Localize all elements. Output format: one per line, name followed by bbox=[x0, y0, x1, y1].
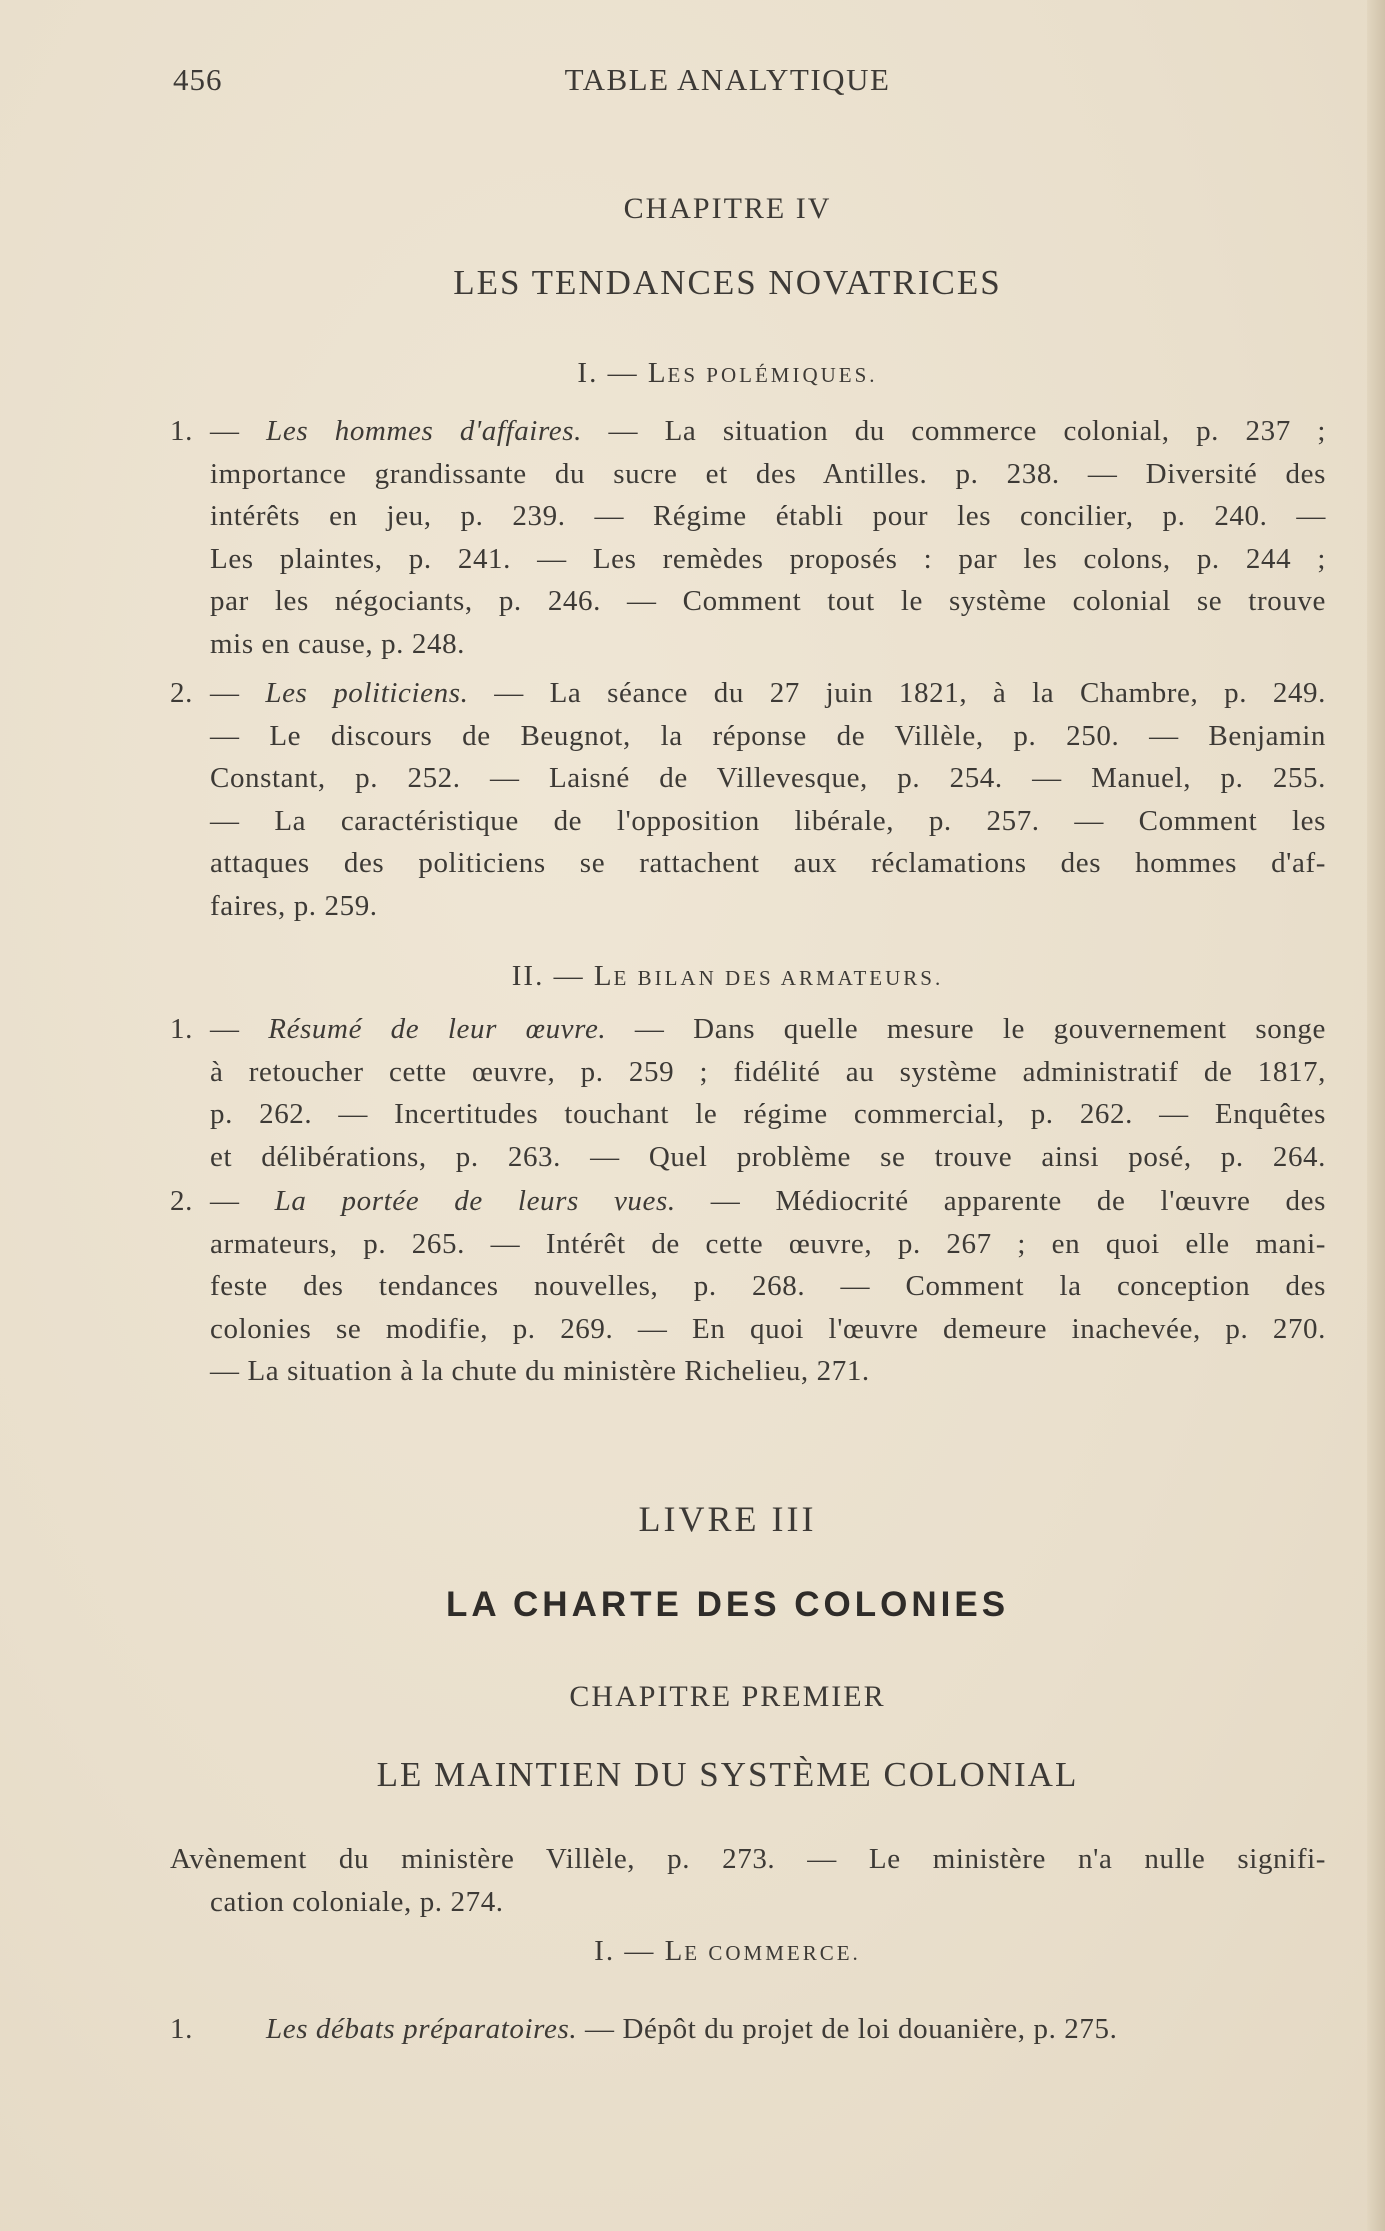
entry-line: faires, p. 259. bbox=[210, 889, 378, 922]
entry-text: — Dans quelle mesure le gouvernement songe bbox=[606, 1013, 1327, 1045]
entry-line: Constant, p. 252. — Laisné de Villevesque, p. 254. — Manuel, p. 255. bbox=[210, 762, 1326, 794]
entry-number: 1. bbox=[170, 1013, 193, 1045]
entry-text: — La situation du commerce colonial, p. 237 ; bbox=[581, 415, 1326, 447]
chapter-heading: CHAPITRE PREMIER bbox=[569, 1680, 886, 1713]
entry-line: — La situation à la chute du ministère Richelieu, 271. bbox=[210, 1355, 870, 1387]
section-numeral: I. — L bbox=[577, 357, 668, 389]
livre-title: LA CHARTE DES COLONIES bbox=[445, 1585, 1010, 1624]
entry-line: attaques des politiciens se rattachent aux réclamations des hommes d'af- bbox=[210, 847, 1326, 879]
entry-text: — Dépôt du projet de loi douanière, p. 275. bbox=[577, 2013, 1118, 2045]
entry-line bbox=[170, 1180, 1326, 1223]
entry-line: feste des tendances nouvelles, p. 268. — Comment la conception des bbox=[210, 1270, 1326, 1302]
chapter-intro bbox=[170, 1838, 1326, 1923]
chapter-title: LE MAINTIEN DU SYSTÈME COLONIAL bbox=[376, 1755, 1079, 1794]
entry-debats-preparatoires bbox=[170, 2008, 1326, 2051]
page-edge bbox=[1367, 0, 1385, 2231]
entry-politiciens bbox=[170, 672, 1326, 927]
section-heading-commerce bbox=[0, 1935, 1385, 1968]
chapter-title: LES TENDANCES NOVATRICES bbox=[453, 263, 1002, 302]
entry-text: — La séance du 27 juin 1821, à la Chambre, p. 249. bbox=[468, 677, 1326, 709]
entry-line: — Le discours de Beugnot, la réponse de Villèle, p. 250. — Benjamin bbox=[210, 719, 1326, 752]
entry-line: importance grandissante du sucre et des Antilles. p. 238. — Diversité des bbox=[210, 457, 1326, 490]
livre-heading: LIVRE III bbox=[638, 1499, 817, 1539]
entry-text: — Médiocrité apparente de l'œuvre des bbox=[675, 1185, 1326, 1217]
entry-hommes-affaires bbox=[170, 410, 1326, 665]
entry-line bbox=[170, 410, 1326, 453]
entry-number: 1. bbox=[170, 415, 193, 447]
entry-line: à retoucher cette œuvre, p. 259 ; fidélité au système administratif de 1817, bbox=[210, 1055, 1326, 1088]
section-label: E COMMERCE. bbox=[684, 1941, 861, 1965]
entry-line: par les négociants, p. 246. — Comment tout le système colonial se trouve bbox=[210, 585, 1326, 617]
entry-subject: Les débats préparatoires. bbox=[266, 2013, 578, 2045]
section-numeral: I. — L bbox=[594, 1935, 685, 1967]
entry-dash: — bbox=[210, 1185, 275, 1217]
entry-number: 2. bbox=[170, 1185, 193, 1217]
section-label: ES POLÉMIQUES. bbox=[667, 363, 878, 387]
entry-line: intérêts en jeu, p. 239. — Régime établi pour les concilier, p. 240. — bbox=[210, 500, 1326, 532]
entry-line: cation coloniale, p. 274. bbox=[210, 1885, 504, 1918]
entry-portee-vues bbox=[170, 1180, 1326, 1393]
entry-subject: Résumé de leur œuvre. bbox=[268, 1013, 607, 1045]
section-label: E BILAN DES ARMATEURS. bbox=[613, 966, 944, 990]
page-number: 456 bbox=[173, 62, 223, 97]
entry-subject: Les hommes d'affaires. bbox=[266, 415, 582, 447]
entry-resume-oeuvre bbox=[170, 1008, 1327, 1178]
section-heading-polemiques bbox=[0, 357, 1385, 390]
entry-number: 2. bbox=[170, 677, 193, 709]
entry-line: — La caractéristique de l'opposition libérale, p. 257. — Comment les bbox=[210, 804, 1326, 837]
running-title: TABLE ANALYTIQUE bbox=[564, 62, 891, 97]
entry-line bbox=[170, 2008, 1326, 2051]
entry-dash: — bbox=[210, 1013, 269, 1045]
entry-line: colonies se modifie, p. 269. — En quoi l'œuvre demeure inachevée, p. 270. bbox=[210, 1312, 1326, 1345]
entry-line: mis en cause, p. 248. bbox=[210, 627, 466, 660]
page-header bbox=[0, 62, 1385, 102]
entry-line bbox=[170, 1008, 1326, 1051]
entry-line: armateurs, p. 265. — Intérêt de cette œuvre, p. 267 ; en quoi elle mani- bbox=[210, 1227, 1326, 1260]
section-heading-bilan bbox=[0, 960, 1385, 993]
entry-line: Avènement du ministère Villèle, p. 273. — Le ministère n'a nulle signifi- bbox=[170, 1843, 1326, 1875]
entry-dash: — bbox=[210, 677, 266, 709]
entry-number: 1. bbox=[170, 2013, 193, 2045]
entry-subject: La portée de leurs vues. bbox=[274, 1185, 676, 1217]
section-numeral: II. — L bbox=[511, 960, 614, 992]
entry-line: et délibérations, p. 263. — Quel problème se trouve ainsi posé, p. 264. bbox=[210, 1140, 1326, 1173]
entry-line: p. 262. — Incertitudes touchant le régime commercial, p. 262. — Enquêtes bbox=[210, 1098, 1326, 1130]
entry-subject: Les politiciens. bbox=[265, 677, 469, 709]
entry-line: Les plaintes, p. 241. — Les remèdes proposés : par les colons, p. 244 ; bbox=[210, 542, 1326, 575]
entry-dash: — bbox=[210, 415, 267, 447]
entry-line bbox=[170, 672, 1326, 715]
chapter-heading: CHAPITRE IV bbox=[623, 192, 832, 225]
